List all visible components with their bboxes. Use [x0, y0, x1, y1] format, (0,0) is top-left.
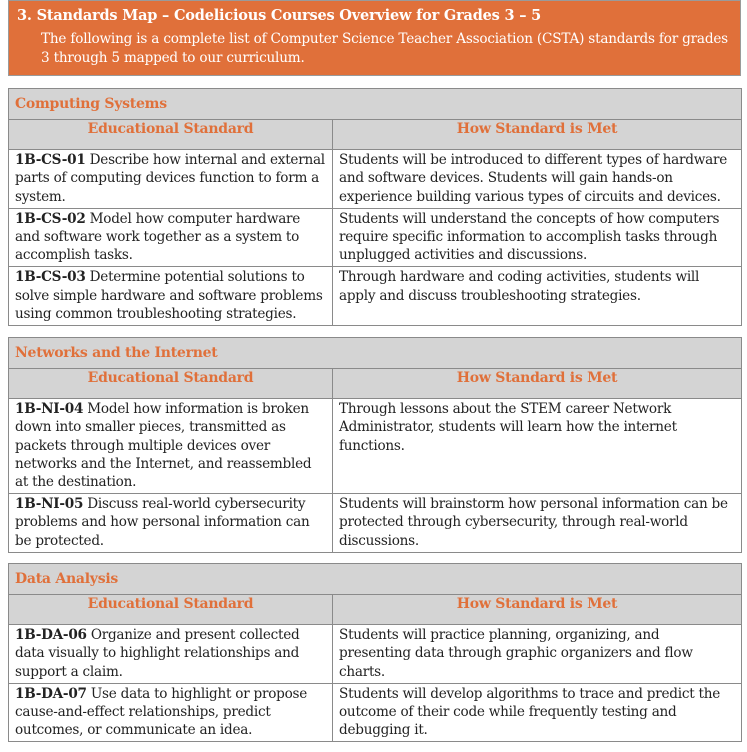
standard-code: 1B-NI-05	[15, 496, 84, 513]
section-title: Networks and the Internet	[9, 338, 742, 369]
column-header-how-met: How Standard is Met	[333, 120, 742, 150]
standard-code: 1B-CS-01	[15, 152, 86, 169]
standard-text: Model how computer hardware and software work together as a system to accomplish tasks.	[15, 210, 301, 264]
column-header-standard: Educational Standard	[9, 595, 333, 625]
section-title: Computing Systems	[9, 89, 742, 120]
section-title: Data Analysis	[9, 564, 742, 595]
how-met-cell: Students will develop algorithms to trace and predict the outcome of their code while frequently testing and debugging it.	[333, 683, 742, 742]
standard-cell	[9, 494, 333, 553]
standard-cell	[9, 625, 333, 684]
column-header-standard: Educational Standard	[9, 369, 333, 399]
standard-code: 1B-DA-07	[15, 685, 87, 702]
how-met-cell: Students will practice planning, organizing, and presenting data through graphic organizers and flow charts.	[333, 625, 742, 684]
standards-table-networks	[8, 337, 742, 553]
standard-text: Discuss real-world cybersecurity problems and how personal information can be protected.	[15, 496, 310, 549]
table-row	[9, 208, 742, 267]
how-met-cell: Students will understand the concepts of how computers require specific information to accomplish tasks through unplugged activities and discussions.	[333, 208, 742, 267]
page-title: 3. Standards Map – Codelicious Courses Overview for Grades 3 – 5	[17, 7, 542, 24]
column-header-standard: Educational Standard	[9, 120, 333, 150]
how-met-cell: Students will brainstorm how personal information can be protected through cybersecurity, through real-world discussions.	[333, 494, 742, 553]
standard-text: Determine potential solutions to solve simple hardware and software problems using common troubleshooting strategies.	[15, 269, 323, 322]
standard-code: 1B-DA-06	[15, 627, 87, 644]
standard-text: Model how information is broken down into smaller pieces, transmitted as packets through multiple devices over networks and the Internet, and reassembled at the destination.	[15, 401, 312, 491]
standards-table-computing-systems	[8, 88, 742, 326]
how-met-cell: Through lessons about the STEM career Network Administrator, students will learn how the internet functions.	[333, 399, 742, 494]
standards-table-data-analysis	[8, 563, 742, 742]
table-row	[9, 625, 742, 684]
standard-text: Organize and present collected data visually to highlight relationships and support a claim.	[15, 627, 300, 680]
how-met-cell: Students will be introduced to different types of hardware and software devices. Students will gain hands-on experience building various types of circuits and devices.	[333, 150, 742, 209]
how-met-cell: Through hardware and coding activities, students will apply and discuss troubleshooting strategies.	[333, 267, 742, 326]
standard-code: 1B-CS-03	[15, 269, 86, 286]
standard-text: Use data to highlight or propose cause-and-effect relationships, predict outcomes, or communicate an idea.	[15, 685, 308, 739]
standard-cell	[9, 208, 333, 267]
standard-cell	[9, 150, 333, 209]
standard-code: 1B-NI-04	[15, 401, 84, 418]
table-row	[9, 494, 742, 553]
standard-cell	[9, 399, 333, 494]
intro-text: The following is a complete list of Computer Science Teacher Association (CSTA) standards for grades 3 through 5 mapped to our curriculum.	[41, 31, 728, 66]
standard-code: 1B-CS-02	[15, 210, 86, 227]
standard-text: Describe how internal and external parts of computing devices function to form a system.	[15, 152, 325, 205]
standard-cell	[9, 267, 333, 326]
section-banner	[8, 0, 741, 76]
table-row	[9, 267, 742, 326]
table-row	[9, 683, 742, 742]
table-row	[9, 399, 742, 494]
column-header-how-met: How Standard is Met	[333, 595, 742, 625]
standard-cell	[9, 683, 333, 742]
column-header-how-met: How Standard is Met	[333, 369, 742, 399]
table-row	[9, 150, 742, 209]
